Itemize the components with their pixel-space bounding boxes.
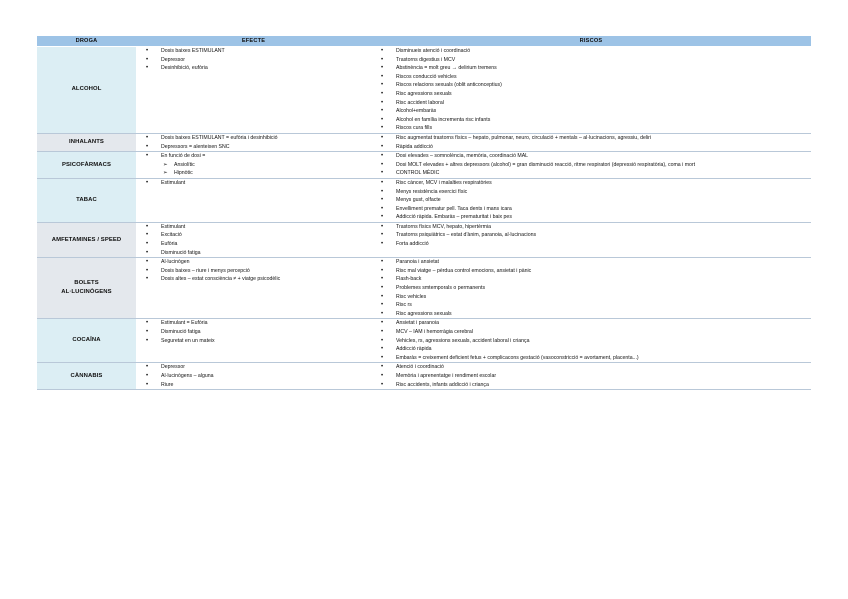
effect-item: • Estimulant: [136, 179, 371, 188]
effect-subitem: ➢ Hipnòtic: [136, 169, 371, 178]
risk-item: • Flash-back: [371, 275, 811, 284]
effect-subitem: ➢ Ansiolític: [136, 161, 371, 170]
risks-cell: [371, 47, 811, 134]
risk-item: • Risc rs: [371, 301, 811, 310]
risk-item: • Forta addicció: [371, 240, 811, 249]
effect-item: • Estimulant: [136, 223, 371, 232]
effect-item: • Disminució fatiga: [136, 328, 371, 337]
risk-item: • Disminueix atenció i coordinació: [371, 47, 811, 56]
effects-cell: [136, 258, 371, 319]
drug-name: PSICOFÀRMACS: [37, 152, 136, 179]
risk-item: • Envelliment prematur pell. Taca dents i mans icara: [371, 205, 811, 214]
effect-item: • Depressor: [136, 363, 371, 372]
effects-cell: [136, 47, 371, 134]
effect-item: • Depressors = alenteixen SNC: [136, 143, 371, 152]
risk-item: • Dosi MOLT elevades + altres depressors (alcohol) = gran disminució reacció, ritme respiratori (depressió respiratòria), coma i mort: [371, 161, 811, 170]
risk-item: • Addicció ràpida. Embaràs – prematuritat i baix pes: [371, 213, 811, 222]
risk-item: • Trastorns digestius i MCV: [371, 56, 811, 65]
risk-item: • Menys gust, olfacte: [371, 196, 811, 205]
effect-item: • Depressor: [136, 56, 371, 65]
risk-item: • Paranoia i ansietat: [371, 258, 811, 267]
effect-item: • Disminució fatiga: [136, 249, 371, 258]
effect-item: • Excitació: [136, 231, 371, 240]
effect-item: • Eufòria: [136, 240, 371, 249]
effects-cell: [136, 363, 371, 390]
risks-cell: [371, 319, 811, 363]
effect-item: • Al·lucinògen: [136, 258, 371, 267]
header-row: [37, 36, 811, 47]
effect-item: • Estimulant = Eufòria: [136, 319, 371, 328]
risk-item: • Trastorns físics MCV, hepato, hipertèrmia: [371, 223, 811, 232]
drug-name: CÀNNABIS: [37, 363, 136, 390]
header-riscos: RISCOS: [371, 36, 811, 47]
risk-item: • Risc agressions sexuals: [371, 310, 811, 319]
risks-cell: [371, 133, 811, 151]
effect-item: • Desinhibició, eufòria: [136, 64, 371, 73]
row-tabac: [37, 178, 811, 222]
effect-item: • Dosis baixes ESTIMULANT = eufòria i desinhibició: [136, 134, 371, 143]
risk-item: • Memòria i aprenentatge i rendiment escolar: [371, 372, 811, 381]
row-psicofarmacs: [37, 152, 811, 179]
risk-item: • Alcohol+embaràs: [371, 107, 811, 116]
risk-item: • Problemes smtemporals o permanents: [371, 284, 811, 293]
risk-item: • Vehicles, rs, agressions sexuals, accident laboral i criança: [371, 337, 811, 346]
row-amfetamines: [37, 222, 811, 257]
risk-item: • Abstinència = molt greu → delirium tremens: [371, 64, 811, 73]
risk-item: • Dosi elevades – somnolència, memòria, coordinació MAL: [371, 152, 811, 161]
drug-table: [37, 36, 811, 390]
risks-cell: [371, 258, 811, 319]
risks-cell: [371, 363, 811, 390]
effect-item: • Seguretat en un mateix: [136, 337, 371, 346]
risk-item: • Riscos cura fills: [371, 124, 811, 133]
risk-item: • Embaràs = creixement deficient fetus + complicacons gestació (vasoconstricció = avortament, placenta...): [371, 354, 811, 363]
risk-item: • Risc accident laboral: [371, 99, 811, 108]
effect-item: • Riure: [136, 381, 371, 390]
header-droga: DROGA: [37, 36, 136, 47]
risk-item: • Addicció ràpida: [371, 345, 811, 354]
drug-name: COCAÏNA: [37, 319, 136, 363]
risks-cell: [371, 222, 811, 257]
risk-item: • Risc agressions sexuals: [371, 90, 811, 99]
risks-cell: [371, 152, 811, 179]
effect-item: • Dosis baixes ESTIMULANT: [136, 47, 371, 56]
drug-name: INHALANTS: [37, 133, 136, 151]
risk-item: • Risc càncer, MCV i malalties respiratòries: [371, 179, 811, 188]
effect-item: • En funció de dosi =: [136, 152, 371, 161]
effects-cell: [136, 133, 371, 151]
drug-name-line: BOLETS: [74, 280, 99, 287]
risk-item: • CONTROL MÈDIC: [371, 169, 811, 178]
risk-item: • Ansietat i paranoia: [371, 319, 811, 328]
effects-cell: [136, 319, 371, 363]
risk-item: • Alcohol en família incrementa risc infants: [371, 116, 811, 125]
row-bolets: [37, 258, 811, 319]
effects-cell: [136, 152, 371, 179]
drug-name-line: AL·LUCINÒGENS: [61, 289, 112, 296]
risk-item: • Risc mal viatge – pèrdua control emocions, ansietat i pànic: [371, 267, 811, 276]
risk-item: • MCV – IAM i hemorràgia cerebral: [371, 328, 811, 337]
effects-cell: [136, 222, 371, 257]
row-cannabis: [37, 363, 811, 390]
row-cocaina: [37, 319, 811, 363]
row-inhalants: [37, 133, 811, 151]
effect-item: • Dosis baixes – riure i menys percepció: [136, 267, 371, 276]
risk-item: • Riscos relacions sexuals (oblit anticonceptius): [371, 81, 811, 90]
drug-name: TABAC: [37, 178, 136, 222]
drug-name: AMFETAMINES / SPEED: [37, 222, 136, 257]
row-alcohol: [37, 47, 811, 134]
risk-item: • Risc accidents, infants addicció i criança: [371, 381, 811, 390]
effect-item: • Al·lucinògens – alguna: [136, 372, 371, 381]
risk-item: • Risc vehicles: [371, 293, 811, 302]
risk-item: • Menys resistència exercici físic: [371, 188, 811, 197]
risk-item: • Ràpida addicció: [371, 143, 811, 152]
risks-cell: [371, 178, 811, 222]
risk-item: • Trastorns psiquiàtrics – estat d'ànim, paranoia, al·lucinacions: [371, 231, 811, 240]
drug-name: [37, 258, 136, 319]
risk-item: • Risc augmentat trastorns físics – hepato, pulmonar, neuro, circulació + mentals – al·lucinacions, agressiu, deliri: [371, 134, 811, 143]
risk-item: • Atenció i coordinació: [371, 363, 811, 372]
risk-item: • Riscos conducció vehicles: [371, 73, 811, 82]
effect-item: • Dosis altes – estat consciència ≠ + viatge psicodèlic: [136, 275, 371, 284]
effects-cell: [136, 178, 371, 222]
header-efecte: EFECTE: [136, 36, 371, 47]
drug-name: ALCOHOL: [37, 47, 136, 134]
